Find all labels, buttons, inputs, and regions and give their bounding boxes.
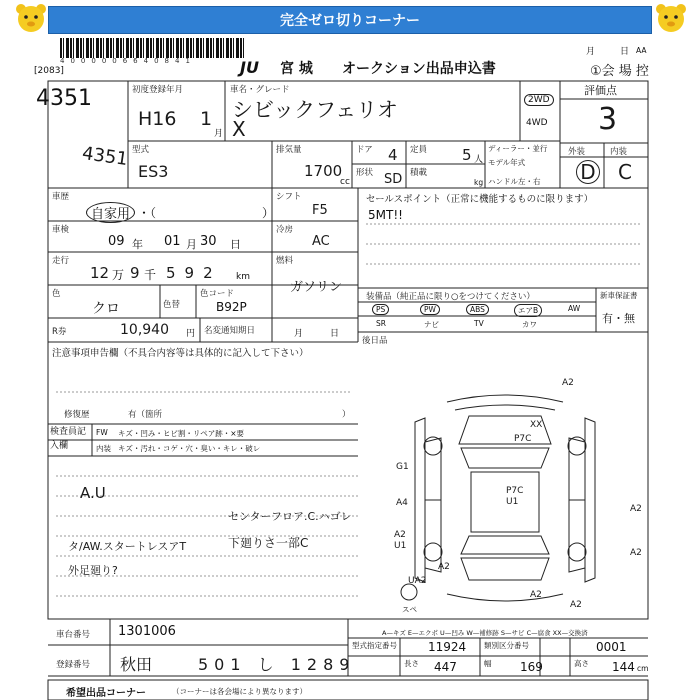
- diagram-mark-a4: A4: [396, 498, 408, 508]
- interior-grade: C: [618, 160, 632, 184]
- diagram-legend: A—キズ E—エクボ U—凹み W—補修跡 S—サビ C—腐食 XX—交換済: [382, 629, 588, 637]
- equip-leather: カワ: [522, 320, 537, 329]
- first-reg-month: 1: [200, 108, 213, 130]
- hw-note-5: 外足廻り?: [68, 564, 118, 577]
- diagram-mark-a2-left-rear: A2: [438, 562, 450, 572]
- back-seat-label: 後日品: [362, 336, 388, 346]
- evaluation-score: 3: [598, 102, 618, 137]
- equip-tv: TV: [474, 319, 484, 328]
- load-unit: kg: [474, 178, 484, 187]
- inspection-month-unit: 月: [186, 238, 197, 251]
- usage-paren: ・（: [138, 206, 157, 220]
- mileage-label: 走行: [52, 256, 70, 266]
- sales-point-text: 5MT!!: [368, 208, 403, 222]
- auction-house: 宮 城: [280, 61, 313, 77]
- diagram-spare-label: スペ: [402, 605, 417, 614]
- name-change-day: 日: [330, 329, 340, 339]
- first-reg-label: 初度登録年月: [132, 85, 184, 95]
- mileage-unit: km: [236, 272, 250, 282]
- footer-label: 希望出品コーナー: [66, 688, 146, 699]
- drive-2wd: 2WD: [524, 94, 554, 106]
- color-label: 色: [52, 289, 61, 299]
- diagram-mark-xx: XX: [530, 420, 543, 430]
- diagram-mark-ua2: UA2: [408, 576, 427, 586]
- ju-logo: JU: [240, 58, 259, 77]
- mileage-rest: 592: [166, 264, 222, 282]
- day-label: 日: [620, 47, 630, 57]
- handle-label: ハンドル左・右: [488, 177, 541, 186]
- chassis-label: 車台番号: [56, 630, 91, 640]
- cooling-value: AC: [312, 234, 330, 249]
- lot-number: 4351: [36, 86, 92, 111]
- sales-point-label: セールスポイント（正常に機能するものに限ります）: [366, 194, 594, 205]
- form-title: オークション出品申込書: [342, 61, 496, 77]
- inspector-interior-label: 内装: [96, 444, 111, 453]
- diagram-mark-p7c-front: P7C: [514, 434, 532, 444]
- aa-label: AA: [636, 46, 647, 55]
- cooling-label: 冷房: [276, 225, 294, 235]
- displacement-value: 1700: [304, 162, 343, 180]
- inspector-fw-items: キズ・凹み・ヒビ割・リペア跡・×要: [118, 429, 244, 438]
- recycle-label: R券: [52, 327, 67, 337]
- inspection-label: 車検: [52, 225, 70, 235]
- banner-title: 完全ゼロ切りコーナー: [48, 6, 652, 34]
- shift-label: シフト: [276, 192, 302, 202]
- diagram-mark-p7c-roof: P7C U1: [506, 486, 524, 507]
- cert-value: 11924: [428, 640, 467, 654]
- equip-airbag: エアB: [514, 304, 542, 317]
- shape-label: 形状: [356, 168, 374, 178]
- first-reg-month-unit: 月: [214, 129, 224, 139]
- inspection-month: 01: [164, 234, 181, 249]
- drive-4wd: 4WD: [526, 118, 548, 128]
- capacity-label: 定員: [410, 145, 428, 155]
- equip-navi: ナビ: [424, 320, 439, 329]
- displacement-label: 排気量: [276, 145, 302, 155]
- registration-number: 501 し 1289: [198, 655, 356, 674]
- doc-code: [2083]: [34, 66, 64, 76]
- registration-label: 登録番号: [56, 660, 91, 670]
- color-code-value: B92P: [216, 300, 247, 314]
- equip-abs: ABS: [466, 304, 489, 315]
- inspection-year-unit: 年: [132, 238, 143, 251]
- inspection-year: 09: [108, 234, 125, 249]
- hw-note-1: A.U: [80, 484, 106, 502]
- recycle-amount: 10,940: [120, 322, 169, 338]
- notes-label: 注意事項申告欄（不具合内容等は具体的に記入して下さい）: [52, 348, 309, 359]
- equip-ps: PS: [372, 304, 389, 315]
- inspector-interior-items: キズ・汚れ・コゲ・穴・臭い・キレ・破レ: [118, 444, 261, 453]
- mileage-sen: 9: [130, 264, 140, 282]
- doors-label: ドア: [356, 145, 373, 155]
- height-label: 高さ: [574, 659, 589, 668]
- diagram-mark-a2-front: A2: [562, 378, 574, 388]
- color-value: クロ: [92, 301, 120, 317]
- exterior-grade: D: [576, 160, 600, 184]
- footer-note: （コーナーは各会場により異なります）: [172, 687, 307, 696]
- doors-value: 4: [388, 146, 398, 164]
- dealer-label: ディーラー・並行: [488, 144, 548, 153]
- hw-note-2: センターフロア.C.ハゴレ: [228, 510, 352, 523]
- diagram-mark-a2-u1-left: A2 U1: [394, 530, 407, 551]
- interior-label: 内装: [610, 147, 628, 157]
- inspection-day-unit: 日: [230, 238, 241, 251]
- width-value: 169: [520, 660, 543, 674]
- model-label: 型式: [132, 145, 150, 155]
- car-grade: X: [232, 117, 246, 141]
- model-year-label: モデル年式: [488, 158, 526, 167]
- height-value: 144: [612, 660, 635, 674]
- capacity-unit: 人: [474, 155, 484, 165]
- diagram-mark-a2-right-rear: A2: [630, 548, 642, 558]
- mileage-man-unit: 万: [112, 268, 125, 282]
- equipment-label: 装備品（純正品に限り○をつけてください）: [366, 292, 535, 302]
- hw-note-3: タ/AW.スタートレスアT: [68, 540, 187, 553]
- diagram-mark-a2-rear-right: A2: [570, 600, 582, 610]
- repair-history-close: ）: [342, 410, 351, 420]
- cert-label: 型式指定番号: [352, 641, 397, 650]
- barcode-number: 4000006640841: [60, 57, 196, 65]
- repair-history-value: 有（箇所: [128, 410, 163, 420]
- car-name-label: 車名・グレード: [230, 85, 290, 95]
- month-label: 月: [586, 47, 596, 57]
- usage-paren-close: ）: [262, 206, 275, 220]
- chassis-value: 1301006: [118, 624, 176, 639]
- diagram-mark-a2-rear: A2: [530, 590, 542, 600]
- load-label: 積載: [410, 168, 428, 178]
- name-change-month: 月: [294, 329, 304, 339]
- car-name: シビックフェリオ: [232, 98, 398, 122]
- repair-history-label: 修復歴: [64, 410, 90, 420]
- dimension-unit: cm: [637, 664, 649, 673]
- exterior-label: 外装: [568, 147, 586, 157]
- length-value: 447: [434, 660, 457, 674]
- shape-value: SD: [384, 172, 403, 187]
- inspector-fw-label: FW: [96, 428, 108, 437]
- first-reg-year: H16: [138, 108, 177, 130]
- lot-number-handwritten: 4351: [80, 142, 130, 171]
- color-change-label: 色替: [163, 300, 181, 310]
- inspection-day: 30: [200, 234, 217, 249]
- length-label: 長さ: [404, 659, 419, 668]
- model-value: ES3: [138, 162, 169, 181]
- inspector-label: 検査員記入欄: [50, 427, 87, 451]
- mileage-man: 12: [90, 264, 110, 282]
- new-car-warranty-label: 新車保証書: [600, 291, 638, 300]
- equip-sr: SR: [376, 319, 386, 328]
- diagram-mark-g1: G1: [396, 462, 409, 472]
- venue-label: ①会 場 控: [590, 64, 649, 79]
- mileage-sen-unit: 千: [144, 268, 157, 282]
- class-value: 0001: [596, 640, 627, 654]
- width-label: 幅: [484, 659, 492, 668]
- equip-pw: PW: [420, 304, 440, 315]
- fuel-label: 燃料: [276, 256, 294, 266]
- shift-value: F5: [312, 203, 328, 218]
- color-code-label: 色コード: [200, 289, 235, 299]
- usage-value: 自家用: [86, 202, 135, 223]
- new-car-warranty-value: 有・無: [602, 312, 635, 325]
- capacity-value: 5: [462, 146, 472, 164]
- equip-aw: AW: [568, 304, 581, 313]
- name-change-label: 名変通知期日: [204, 326, 256, 336]
- usage-label: 車歴: [52, 192, 70, 202]
- evaluation-label: 評価点: [584, 84, 617, 97]
- class-label: 類別区分番号: [484, 641, 529, 650]
- fuel-value: ガソリン: [290, 280, 343, 295]
- hw-note-4: 下廻りさ一部C: [228, 536, 309, 550]
- recycle-unit: 円: [186, 329, 196, 339]
- displacement-unit: cc: [340, 177, 350, 187]
- registration-pref: 秋田: [120, 655, 153, 674]
- diagram-mark-a2-right: A2: [630, 504, 642, 514]
